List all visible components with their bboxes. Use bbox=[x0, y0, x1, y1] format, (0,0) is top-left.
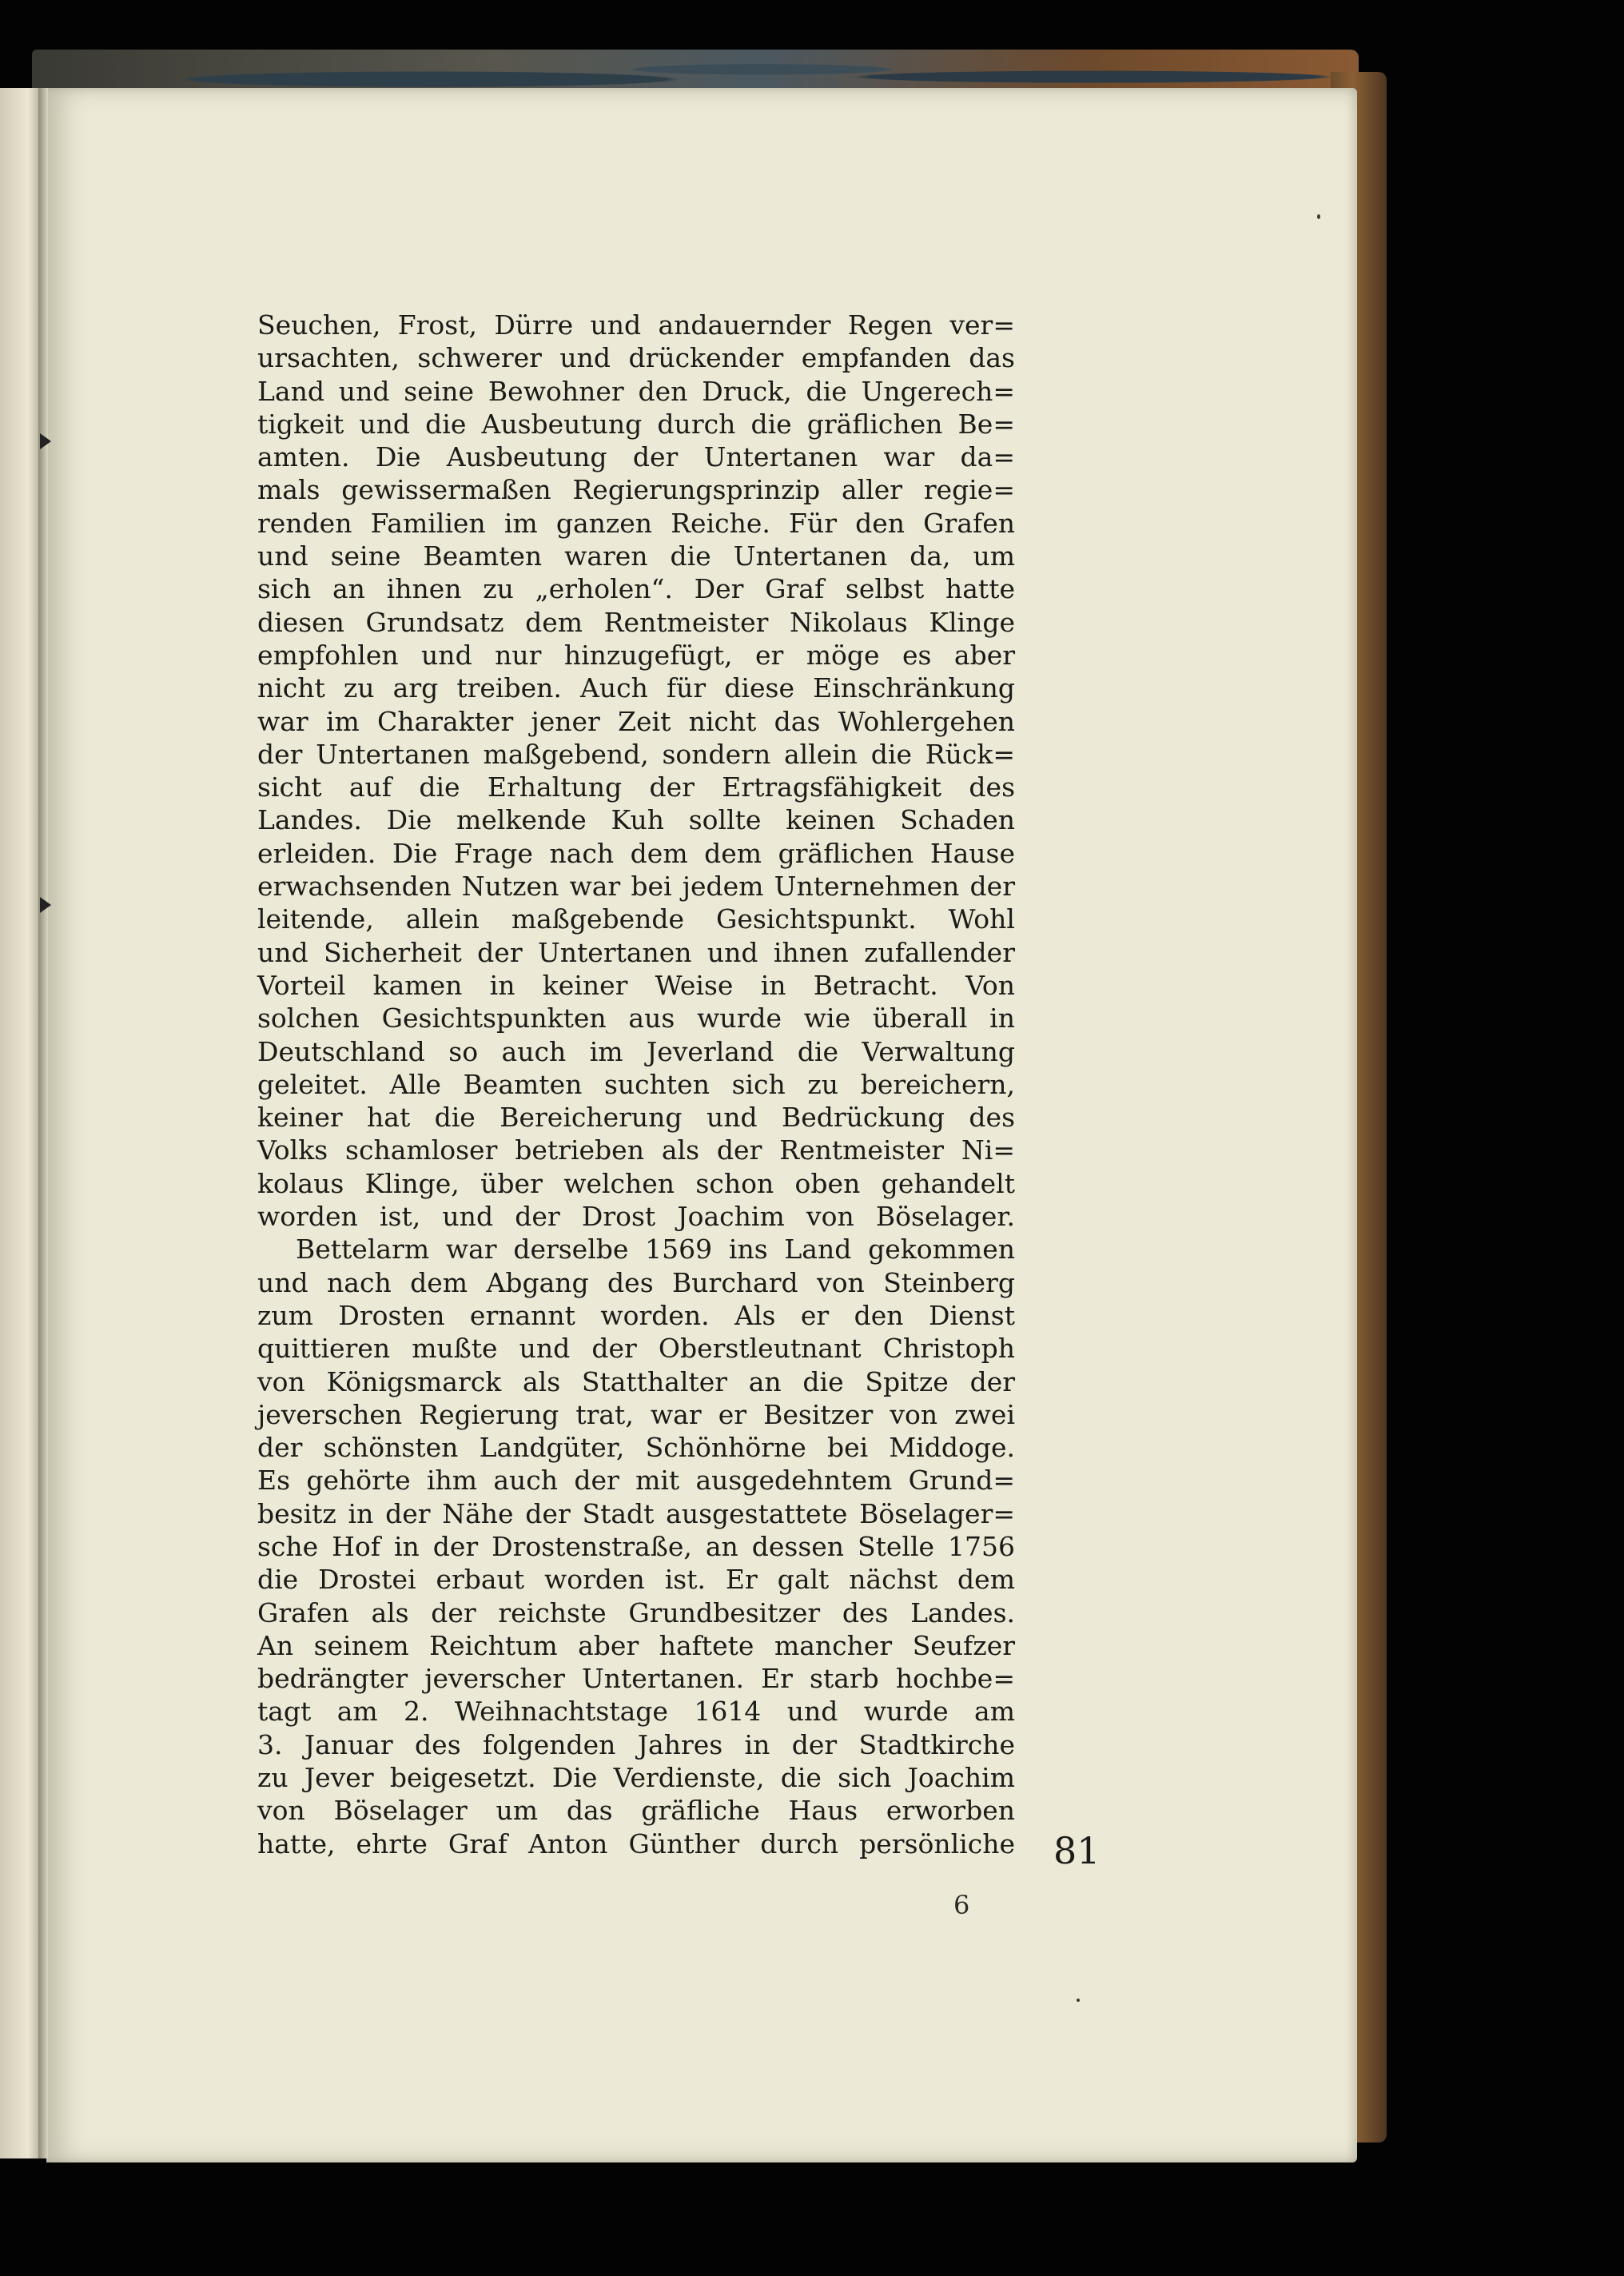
text-line: sche Hof in der Drostenstraße, an dessen Stelle 1756 bbox=[257, 1530, 1015, 1562]
text-line: zu Jever beigesetzt. Die Verdienste, die sich Joachim bbox=[257, 1762, 1015, 1794]
text-line: ursachten, schwerer und drückender empfanden das bbox=[257, 342, 1015, 374]
text-line: zum Drosten ernannt worden. Als er den Dienst bbox=[257, 1299, 1015, 1331]
text-line: Land und seine Bewohner den Druck, die Ungerech= bbox=[257, 375, 1015, 407]
text-line: Vorteil kamen in keiner Weise in Betracht. Von bbox=[257, 969, 1015, 1001]
text-line: mals gewissermaßen Regierungsprinzip aller regie= bbox=[257, 474, 1015, 506]
text-line: quittieren mußte und der Oberstleutnant Christoph bbox=[257, 1333, 1015, 1365]
text-line: sicht auf die Erhaltung der Ertragsfähigkeit des bbox=[257, 771, 1015, 803]
text-line: der schönsten Landgüter, Schönhörne bei Middoge. bbox=[257, 1432, 1015, 1464]
text-line: An seinem Reichtum aber haftete mancher Seufzer bbox=[257, 1629, 1015, 1661]
text-line: von Königsmarck als Statthalter an die Spitze der bbox=[257, 1365, 1015, 1397]
text-line: Grafen als der reichste Grundbesitzer des Landes. bbox=[257, 1596, 1015, 1628]
text-line: bedrängter jeverscher Untertanen. Er starb hochbe= bbox=[257, 1663, 1015, 1695]
text-line: die Drostei erbaut worden ist. Er galt nächst dem bbox=[257, 1564, 1015, 1596]
paper-speck bbox=[1317, 214, 1320, 219]
text-line: war im Charakter jener Zeit nicht das Wohlergehen bbox=[257, 705, 1015, 737]
text-line: 3. Januar des folgenden Jahres in der Stadtkirche bbox=[257, 1728, 1015, 1760]
text-line: Seuchen, Frost, Dürre und andauernder Regen ver= bbox=[257, 309, 1015, 341]
text-line: Bettelarm war derselbe 1569 ins Land gekommen bbox=[296, 1234, 1015, 1266]
text-line: keiner hat die Bereicherung und Bedrückung des bbox=[257, 1102, 1015, 1134]
text-line: tagt am 2. Weihnachtstage 1614 und wurde am bbox=[257, 1696, 1015, 1728]
text-line: worden ist, und der Drost Joachim von Böselager. bbox=[257, 1201, 1015, 1233]
text-line: Es gehörte ihm auch der mit ausgedehntem Grund= bbox=[257, 1465, 1015, 1497]
text-line: und seine Beamten waren die Untertanen da, um bbox=[257, 540, 1015, 572]
text-line: und Sicherheit der Untertanen und ihnen zufallender bbox=[257, 936, 1015, 968]
text-line: kolaus Klinge, über welchen schon oben gehandelt bbox=[257, 1167, 1015, 1199]
text-line: Deutschland so auch im Jeverland die Verwaltung bbox=[257, 1035, 1015, 1067]
text-line: hatte, ehrte Graf Anton Günther durch persönliche bbox=[257, 1828, 1015, 1859]
text-line: der Untertanen maßgebend, sondern allein die Rück= bbox=[257, 738, 1015, 770]
text-line: Volks schamloser betrieben als der Rentmeister Ni= bbox=[257, 1134, 1015, 1166]
text-line: renden Familien im ganzen Reiche. Für den Grafen bbox=[257, 507, 1015, 539]
text-line: erwachsenden Nutzen war bei jedem Unternehmen der bbox=[257, 871, 1015, 903]
body-text bbox=[257, 309, 1015, 1860]
text-line: leitende, allein maßgebende Gesichtspunkt. Wohl bbox=[257, 903, 1015, 935]
text-line: von Böselager um das gräfliche Haus erworben bbox=[257, 1795, 1015, 1827]
text-line: jeverschen Regierung trat, war er Besitzer von zwei bbox=[257, 1398, 1015, 1430]
signature-mark: 6 bbox=[953, 1890, 970, 1920]
text-line: erleiden. Die Frage nach dem dem gräflichen Hause bbox=[257, 837, 1015, 869]
page-number: 81 bbox=[1053, 1829, 1101, 1872]
paper-speck bbox=[1077, 1999, 1080, 2002]
text-line: amten. Die Ausbeutung der Untertanen war da= bbox=[257, 441, 1015, 473]
text-line: tigkeit und die Ausbeutung durch die gräflichen Be= bbox=[257, 408, 1015, 440]
text-line: sich an ihnen zu „erholen“. Der Graf selbst hatte bbox=[257, 573, 1015, 605]
text-line: besitz in der Nähe der Stadt ausgestattete Böselager= bbox=[257, 1497, 1015, 1529]
text-line: diesen Grundsatz dem Rentmeister Nikolaus Klinge bbox=[257, 606, 1015, 638]
page-edge-marker bbox=[40, 897, 51, 913]
text-line: solchen Gesichtspunkten aus wurde wie überall in bbox=[257, 1002, 1015, 1034]
page-gutter bbox=[38, 88, 48, 2158]
text-line: und nach dem Abgang des Burchard von Steinberg bbox=[257, 1266, 1015, 1298]
text-line: Landes. Die melkende Kuh sollte keinen Schaden bbox=[257, 804, 1015, 836]
facing-page-edge bbox=[0, 88, 40, 2158]
text-line: nicht zu arg treiben. Auch für diese Einschränkung bbox=[257, 672, 1015, 704]
text-line: geleitet. Alle Beamten suchten sich zu bereichern, bbox=[257, 1068, 1015, 1100]
text-line: empfohlen und nur hinzugefügt, er möge es aber bbox=[257, 639, 1015, 671]
page-edge-marker bbox=[40, 433, 51, 449]
